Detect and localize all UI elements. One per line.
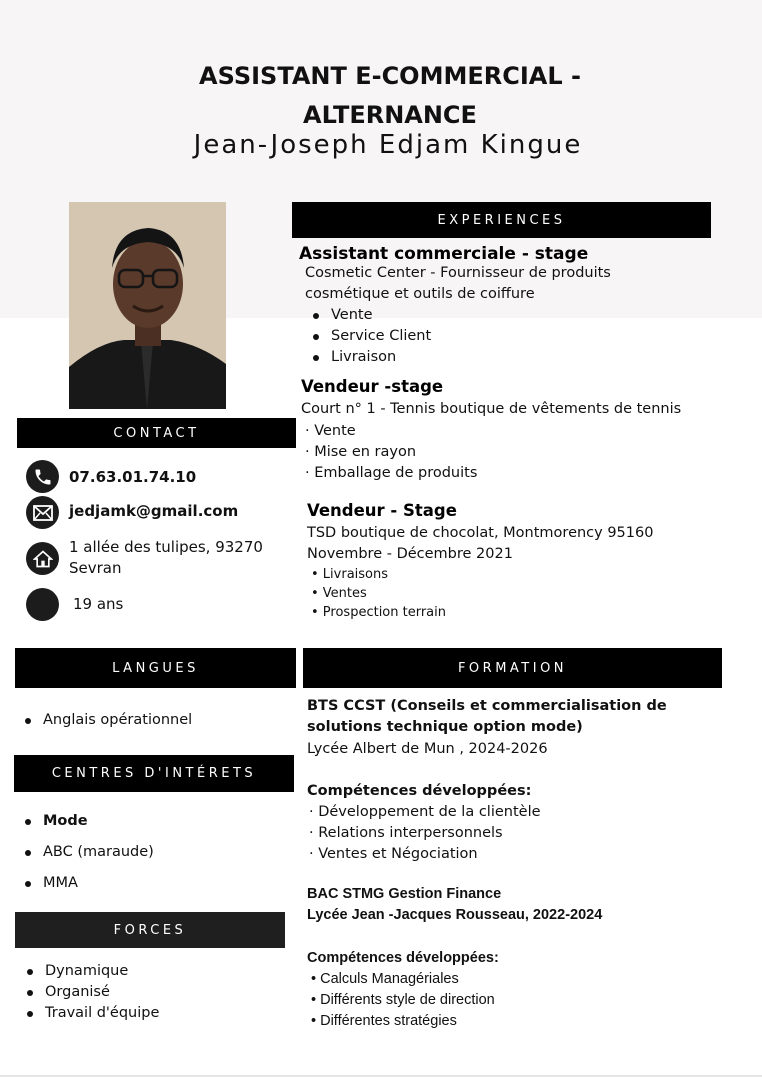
list-item: Vente	[305, 305, 431, 326]
list-item: ABC (maraude)	[17, 842, 154, 863]
formation-bts-title: BTS CCST (Conseils et commercialisation de	[307, 698, 667, 714]
list-item: · Vente	[305, 423, 356, 439]
list-item: Dynamique	[19, 961, 159, 982]
formation-bac-school: Lycée Jean -Jacques Rousseau, 2022-2024	[307, 907, 603, 923]
list-item: Service Client	[305, 326, 431, 347]
formation-bts-skills-label: Compétences développées:	[307, 783, 532, 799]
section-header-contact: CONTACT	[17, 418, 296, 448]
list-item: • Ventes	[311, 586, 367, 601]
experience-2-description: Court n° 1 - Tennis boutique de vêtements de tennis	[301, 401, 682, 417]
formation-bac-skills-label: Compétences développées:	[307, 950, 499, 966]
list-item: • Livraisons	[311, 567, 389, 582]
list-item: • Différentes stratégies	[311, 1013, 457, 1029]
interests-list	[17, 811, 154, 894]
address-line2: Sevran	[69, 559, 122, 577]
page-title-line2: ALTERNANCE	[303, 101, 477, 129]
page-title-line1: ASSISTANT E-COMMERCIAL -	[199, 62, 581, 90]
list-item: Travail d'équipe	[19, 1003, 159, 1024]
formation-bts-title: solutions technique option mode)	[307, 719, 583, 735]
section-header-experiences: EXPERIENCES	[292, 202, 711, 238]
list-item: Mode	[17, 811, 154, 832]
list-item: · Ventes et Négociation	[309, 846, 478, 862]
list-item: Livraison	[305, 347, 431, 368]
experience-3-dates: Novembre - Décembre 2021	[307, 546, 513, 562]
mail-icon	[26, 496, 59, 529]
formation-bts-school: Lycée Albert de Mun , 2024-2026	[307, 741, 548, 757]
address-line1: 1 allée des tulipes, 93270	[69, 538, 263, 556]
list-item: · Développement de la clientèle	[309, 804, 541, 820]
list-item: MMA	[17, 873, 154, 894]
formation-bac-title: BAC STMG Gestion Finance	[307, 886, 502, 902]
experience-1-description: cosmétique et outils de coiffure	[305, 286, 535, 302]
age: 19 ans	[73, 595, 124, 613]
list-item: • Calculs Managériales	[311, 971, 459, 987]
experience-3-description: TSD boutique de chocolat, Montmorency 95160	[307, 525, 654, 541]
section-header-langues: LANGUES	[15, 648, 296, 688]
list-item: • Différents style de direction	[311, 992, 495, 1008]
section-header-interets: CENTRES D'INTÉRETS	[14, 755, 294, 792]
home-icon	[26, 542, 59, 575]
list-item: · Emballage de produits	[305, 465, 478, 481]
list-item: Organisé	[19, 982, 159, 1003]
strengths-list	[19, 961, 159, 1024]
phone-icon	[26, 460, 59, 493]
list-item: Anglais opérationnel	[17, 710, 192, 731]
section-header-forces: FORCES	[15, 912, 285, 948]
list-item: · Relations interpersonnels	[309, 825, 503, 841]
circle-icon	[26, 588, 59, 621]
section-header-formation: FORMATION	[303, 648, 722, 688]
email-address[interactable]: jedjamk@gmail.com	[69, 502, 239, 520]
experience-1-description: Cosmetic Center - Fournisseur de produits	[305, 265, 611, 281]
experience-1-tasks	[305, 305, 431, 368]
experience-2-title: Vendeur -stage	[301, 377, 444, 396]
phone-number[interactable]: 07.63.01.74.10	[69, 468, 197, 486]
languages-list	[17, 710, 192, 731]
profile-photo	[69, 202, 226, 409]
candidate-name: Jean-Joseph Edjam Kingue	[193, 130, 583, 160]
experience-3-title: Vendeur - Stage	[307, 501, 457, 520]
list-item: • Prospection terrain	[311, 605, 447, 620]
experience-1-title: Assistant commerciale - stage	[299, 244, 589, 264]
list-item: · Mise en rayon	[305, 444, 417, 460]
